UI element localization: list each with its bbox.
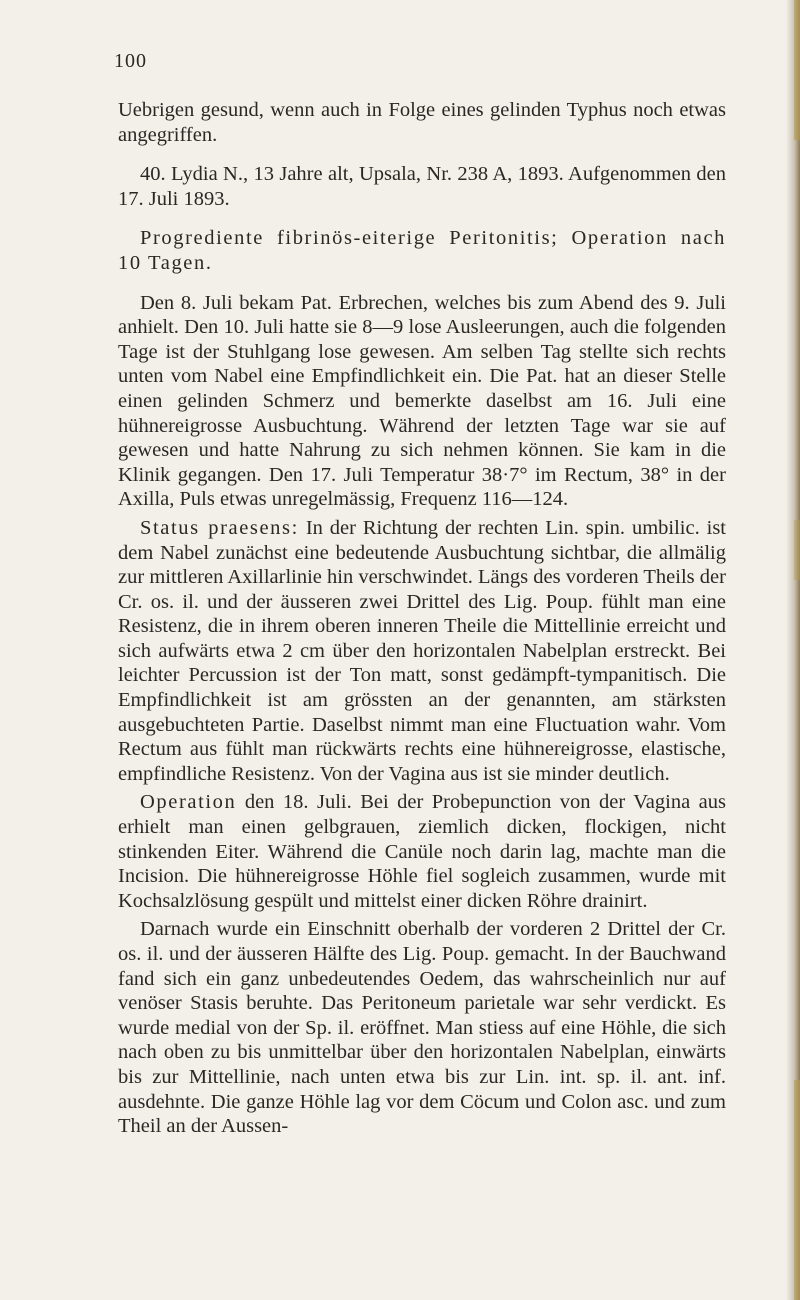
page-edge-stain [794, 520, 800, 580]
status-praesens-lead: Status praesens: [140, 516, 299, 539]
page-edge-stain [794, 0, 800, 140]
body-text [118, 98, 726, 1143]
operation-lead: Operation [140, 791, 237, 814]
status-praesens-text: In der Richtung der rechten Lin. spin. umbilic. ist dem Nabel zunächst eine bedeutende Ausbuchtung sichtbar, die allmälig zur mittleren Axillarlinie hin verschwindet. Längs des vorderen Theils der Cr. os. il. und der äusseren zwei Drittel des Lig. Poup. fühlt man eine Resistenz, die in ihrem oberen inneren Theile die Mittellinie erreicht und sich aufwärts etwa 2 cm über den horizontalen Nabelplan erstreckt. Bei leichter Percussion ist der Ton matt, sonst gedämpft-tympanitisch. Die Empfindlichkeit ist am grössten an der genannten, am stärksten ausgebuchteten Partie. Daselbst nimmt man eine Fluctuation wahr. Vom Rectum aus fühlt man rückwärts rechts eine hühnereigrosse, elastische, empfindliche Resistenz. Von der Vagina aus ist sie minder deutlich. [118, 516, 726, 785]
case-heading: 40. Lydia N., 13 Jahre alt, Upsala, Nr. 238 A, 1893. Aufgenommen den 17. Juli 1893. [118, 163, 726, 210]
page-edge-stain [794, 1080, 800, 1300]
diagnosis-line: Progrediente fibrinös-eiterige Peritonitis; Operation nach 10 Tagen. [118, 227, 726, 274]
page-number: 100 [114, 50, 147, 72]
operation-paragraph [118, 790, 726, 913]
operation-text: den 18. Juli. Bei der Probepunction von der Vagina aus erhielt man einen gelbgrauen, ziemlich dicken, flockigen, nicht stinkenden Eiter. Während die Canüle noch darin lag, machte man die Incision. Die hühnereigrosse Höhle fiel sogleich zusammen, wurde mit Kochsalzlösung gespült und mittelst einer dicken Röhre drainirt. [118, 791, 726, 912]
paragraph-continuation: Uebrigen gesund, wenn auch in Folge eines gelinden Typhus noch etwas angegriffen. [118, 99, 726, 146]
incision-paragraph: Darnach wurde ein Einschnitt oberhalb der vorderen 2 Drittel der Cr. os. il. und der äusseren Hälfte des Lig. Poup. gemacht. In der Bauchwand fand sich ein ganz unbedeutendes Oedem, das wahrscheinlich nur auf venöser Stasis beruhte. Das Peritoneum parietale war sehr verdickt. Es wurde medial von der Sp. il. eröffnet. Man stiess auf eine Höhle, die sich nach oben zu bis unmittelbar über den horizontalen Nabelplan, einwärts bis zur Mittellinie, nach unten etwa bis zur Lin. int. sp. il. ant. inf. ausdehnte. Die ganze Höhle lag vor dem Cöcum und Colon asc. und zum Theil an der Aussen- [118, 918, 726, 1138]
anamnesis-paragraph: Den 8. Juli bekam Pat. Erbrechen, welches bis zum Abend des 9. Juli anhielt. Den 10. Juli hatte sie 8—9 lose Ausleerungen, auch die folgenden Tage ist der Stuhlgang lose gewesen. Am selben Tag stellte sich rechts unten vom Nabel eine Empfindlichkeit ein. Die Pat. hat an dieser Stelle einen gelinden Schmerz und bemerkte daselbst am 16. Juli eine hühnereigrosse Ausbuchtung. Während der letzten Tage war sie auf gewesen und hatte Nahrung zu sich nehmen können. Sie kam in die Klinik gegangen. Den 17. Juli Temperatur 38·7° im Rectum, 38° in der Axilla, Puls etwas unregelmässig, Frequenz 116—124. [118, 291, 726, 511]
status-praesens-paragraph [118, 516, 726, 787]
